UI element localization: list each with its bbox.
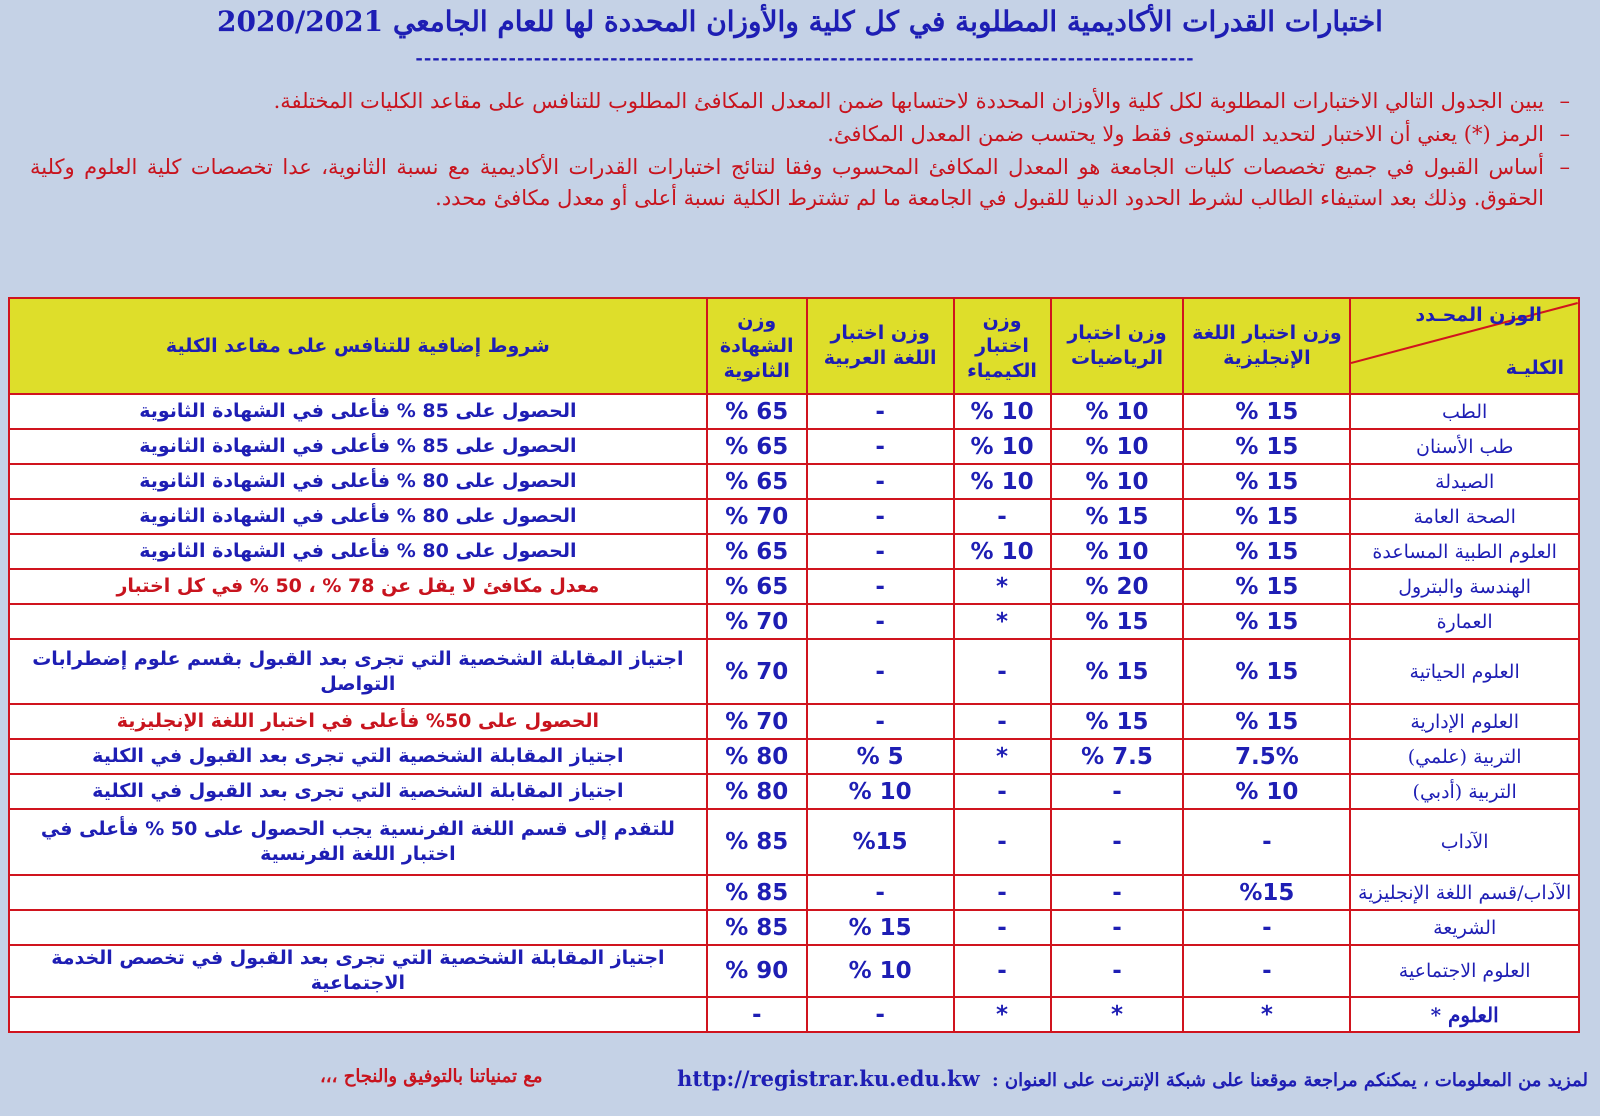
college-cell: الشريعة <box>1350 910 1579 945</box>
math-weight-cell: 10 % <box>1051 394 1184 429</box>
header-english: وزن اختبار اللغة الإنجليزية <box>1183 298 1350 394</box>
arabic-weight-cell: - <box>807 704 954 739</box>
math-weight-cell: - <box>1051 809 1184 875</box>
conditions-cell: للتقدم إلى قسم اللغة الفرنسية يجب الحصول على 50 % فأعلى في اختبار اللغة الفرنسية <box>9 809 707 875</box>
high-school-weight-cell: 70 % <box>707 704 807 739</box>
chemistry-weight-cell: - <box>954 910 1051 945</box>
arabic-weight-cell: - <box>807 464 954 499</box>
conditions-cell: اجتياز المقابلة الشخصية التي تجرى بعد القبول في تخصص الخدمة الاجتماعية <box>9 945 707 997</box>
arabic-weight-cell: - <box>807 639 954 704</box>
arabic-weight-cell: %15 <box>807 809 954 875</box>
conditions-cell: اجتياز المقابلة الشخصية التي تجرى بعد القبول بقسم علوم إضطرابات التواصل <box>9 639 707 704</box>
conditions-cell: الحصول على 85 % فأعلى في الشهادة الثانوية <box>9 429 707 464</box>
chemistry-weight-cell: - <box>954 875 1051 910</box>
math-weight-cell: 20 % <box>1051 569 1184 604</box>
english-weight-cell: %15 <box>1183 875 1350 910</box>
arabic-weight-cell: 5 % <box>807 739 954 774</box>
math-weight-cell: 15 % <box>1051 604 1184 639</box>
conditions-cell: الحصول على 80 % فأعلى في الشهادة الثانوية <box>9 464 707 499</box>
header-math: وزن اختبار الرياضيات <box>1051 298 1184 394</box>
chemistry-weight-cell: * <box>954 997 1051 1032</box>
arabic-weight-cell: - <box>807 534 954 569</box>
arabic-weight-cell: - <box>807 569 954 604</box>
table-row <box>9 739 1579 774</box>
table-body <box>9 394 1579 1032</box>
chemistry-weight-cell: * <box>954 604 1051 639</box>
arabic-weight-cell: - <box>807 875 954 910</box>
english-weight-cell: 10 % <box>1183 774 1350 809</box>
table-row <box>9 704 1579 739</box>
table-row <box>9 394 1579 429</box>
note-text: أساس القبول في جميع تخصصات كليات الجامعة هو المعدل المكافئ المحسوب وفقا لنتائج اختبارات القدرات الأكاديمية مع نسبة الثانوية، عدا تخصصات كلية العلوم وكلية الحقوق. وذلك بعد استيفاء الطالب لشرط الحدود الدنيا للقبول في الجامعة ما لم تشترط الكلية نسبة أعلى أو معدل مكافئ محدد. <box>30 155 1544 210</box>
math-weight-cell: 15 % <box>1051 704 1184 739</box>
table-row <box>9 464 1579 499</box>
chemistry-weight-cell: - <box>954 809 1051 875</box>
arabic-weight-cell: 15 % <box>807 910 954 945</box>
weights-table <box>8 297 1580 1033</box>
note-dash: – <box>1559 122 1570 146</box>
chemistry-weight-cell: - <box>954 704 1051 739</box>
college-cell: العلوم الطبية المساعدة <box>1350 534 1579 569</box>
math-weight-cell: 10 % <box>1051 429 1184 464</box>
college-cell: الآداب <box>1350 809 1579 875</box>
college-cell: طب الأسنان <box>1350 429 1579 464</box>
math-weight-cell: - <box>1051 945 1184 997</box>
table-row <box>9 997 1579 1032</box>
header-diagonal-cell <box>1350 298 1579 394</box>
conditions-cell <box>9 604 707 639</box>
college-cell: الصحة العامة <box>1350 499 1579 534</box>
high-school-weight-cell: 70 % <box>707 499 807 534</box>
note-dash: – <box>1559 155 1570 179</box>
high-school-weight-cell: 70 % <box>707 604 807 639</box>
college-cell: الآداب/قسم اللغة الإنجليزية <box>1350 875 1579 910</box>
high-school-weight-cell: 85 % <box>707 910 807 945</box>
table-row <box>9 429 1579 464</box>
conditions-cell: الحصول على 85 % فأعلى في الشهادة الثانوية <box>9 394 707 429</box>
english-weight-cell: 15 % <box>1183 534 1350 569</box>
college-cell: العلوم الاجتماعية <box>1350 945 1579 997</box>
note-dash: – <box>1559 89 1570 113</box>
arabic-weight-cell: - <box>807 394 954 429</box>
english-weight-cell: 15 % <box>1183 499 1350 534</box>
english-weight-cell: 15 % <box>1183 394 1350 429</box>
english-weight-cell: 15 % <box>1183 604 1350 639</box>
note-item <box>30 152 1570 214</box>
college-cell: التربية (أدبي) <box>1350 774 1579 809</box>
math-weight-cell: 15 % <box>1051 499 1184 534</box>
conditions-cell: الحصول على 50% فأعلى في اختبار اللغة الإنجليزية <box>9 704 707 739</box>
high-school-weight-cell: 85 % <box>707 875 807 910</box>
english-weight-cell: - <box>1183 945 1350 997</box>
conditions-cell <box>9 910 707 945</box>
math-weight-cell: - <box>1051 774 1184 809</box>
title-separator: -------------------------------------------------------------------------------------------- <box>415 48 1195 69</box>
english-weight-cell: 15 % <box>1183 464 1350 499</box>
header-arabic: وزن اختبار اللغة العربية <box>807 298 954 394</box>
college-cell: الطب <box>1350 394 1579 429</box>
high-school-weight-cell: 65 % <box>707 464 807 499</box>
college-cell: الصيدلة <box>1350 464 1579 499</box>
header-chemistry: وزن اختبار الكيمياء <box>954 298 1051 394</box>
high-school-weight-cell: 80 % <box>707 739 807 774</box>
high-school-weight-cell: 80 % <box>707 774 807 809</box>
high-school-weight-cell: 70 % <box>707 639 807 704</box>
conditions-cell: الحصول على 80 % فأعلى في الشهادة الثانوية <box>9 499 707 534</box>
footer-info <box>677 1066 1588 1091</box>
high-school-weight-cell: 65 % <box>707 429 807 464</box>
high-school-weight-cell: 85 % <box>707 809 807 875</box>
arabic-weight-cell: 10 % <box>807 774 954 809</box>
high-school-weight-cell: 65 % <box>707 394 807 429</box>
conditions-cell: معدل مكافئ لا يقل عن 78 % ، 50 % في كل اختبار <box>9 569 707 604</box>
table-row <box>9 809 1579 875</box>
table-row <box>9 534 1579 569</box>
chemistry-weight-cell: * <box>954 569 1051 604</box>
conditions-cell: اجتياز المقابلة الشخصية التي تجرى بعد القبول في الكلية <box>9 774 707 809</box>
college-cell: التربية (علمي) <box>1350 739 1579 774</box>
header-high-school: وزن الشهادة الثانوية <box>707 298 807 394</box>
math-weight-cell: - <box>1051 875 1184 910</box>
high-school-weight-cell: - <box>707 997 807 1032</box>
english-weight-cell: 7.5% <box>1183 739 1350 774</box>
footer <box>0 1066 1600 1096</box>
chemistry-weight-cell: - <box>954 639 1051 704</box>
college-cell: العلوم الحياتية <box>1350 639 1579 704</box>
table-row <box>9 499 1579 534</box>
college-cell: العلوم * <box>1350 997 1579 1032</box>
english-weight-cell: 15 % <box>1183 704 1350 739</box>
arabic-weight-cell: - <box>807 604 954 639</box>
footer-info-text: لمزيد من المعلومات ، يمكنكم مراجعة موقعنا على شبكة الإنترنت على العنوان : <box>991 1070 1588 1091</box>
table-row <box>9 604 1579 639</box>
arabic-weight-cell: - <box>807 499 954 534</box>
chemistry-weight-cell: 10 % <box>954 429 1051 464</box>
chemistry-weight-cell: - <box>954 945 1051 997</box>
table-row <box>9 639 1579 704</box>
english-weight-cell: - <box>1183 809 1350 875</box>
math-weight-cell: - <box>1051 910 1184 945</box>
table-row <box>9 875 1579 910</box>
english-weight-cell: 15 % <box>1183 569 1350 604</box>
english-weight-cell: 15 % <box>1183 429 1350 464</box>
chemistry-weight-cell: 10 % <box>954 464 1051 499</box>
conditions-cell <box>9 875 707 910</box>
footer-wishes: مع تمنياتنا بالتوفيق والنجاح ،،، <box>320 1066 543 1087</box>
conditions-cell <box>9 997 707 1032</box>
math-weight-cell: 10 % <box>1051 464 1184 499</box>
high-school-weight-cell: 90 % <box>707 945 807 997</box>
college-cell: الهندسة والبترول <box>1350 569 1579 604</box>
high-school-weight-cell: 65 % <box>707 569 807 604</box>
page-title: اختبارات القدرات الأكاديمية المطلوبة في كل كلية والأوزان المحددة لها للعام الجامعي 2020/2021 <box>217 5 1383 38</box>
arabic-weight-cell: 10 % <box>807 945 954 997</box>
note-item <box>30 119 1570 150</box>
math-weight-cell: * <box>1051 997 1184 1032</box>
college-cell: العلوم الإدارية <box>1350 704 1579 739</box>
college-cell: العمارة <box>1350 604 1579 639</box>
chemistry-weight-cell: * <box>954 739 1051 774</box>
table-row <box>9 569 1579 604</box>
math-weight-cell: 10 % <box>1051 534 1184 569</box>
header-weight-label: الوزن المحـدد <box>1415 304 1542 326</box>
conditions-cell: اجتياز المقابلة الشخصية التي تجرى بعد القبول في الكلية <box>9 739 707 774</box>
table-header-row <box>9 298 1579 394</box>
chemistry-weight-cell: - <box>954 774 1051 809</box>
english-weight-cell: - <box>1183 910 1350 945</box>
english-weight-cell: * <box>1183 997 1350 1032</box>
header-conditions: شروط إضافية للتنافس على مقاعد الكلية <box>9 298 707 394</box>
math-weight-cell: 15 % <box>1051 639 1184 704</box>
arabic-weight-cell: - <box>807 429 954 464</box>
table-row <box>9 945 1579 997</box>
table-row <box>9 774 1579 809</box>
note-text: الرمز (*) يعني أن الاختبار لتحديد المستوى فقط ولا يحتسب ضمن المعدل المكافئ. <box>827 122 1544 146</box>
arabic-weight-cell: - <box>807 997 954 1032</box>
note-text: يبين الجدول التالي الاختبارات المطلوبة لكل كلية والأوزان المحددة لاحتسابها ضمن المعدل المكافئ المطلوب للتنافس على مقاعد الكليات المختلفة. <box>273 89 1544 113</box>
chemistry-weight-cell: - <box>954 499 1051 534</box>
conditions-cell: الحصول على 80 % فأعلى في الشهادة الثانوية <box>9 534 707 569</box>
english-weight-cell: 15 % <box>1183 639 1350 704</box>
math-weight-cell: 7.5 % <box>1051 739 1184 774</box>
high-school-weight-cell: 65 % <box>707 534 807 569</box>
chemistry-weight-cell: 10 % <box>954 394 1051 429</box>
chemistry-weight-cell: 10 % <box>954 534 1051 569</box>
notes-block <box>30 86 1570 214</box>
table-row <box>9 910 1579 945</box>
footer-url-link[interactable]: http://registrar.ku.edu.kw <box>677 1066 980 1091</box>
note-item <box>30 86 1570 117</box>
header-college-label: الكليـة <box>1505 357 1564 379</box>
